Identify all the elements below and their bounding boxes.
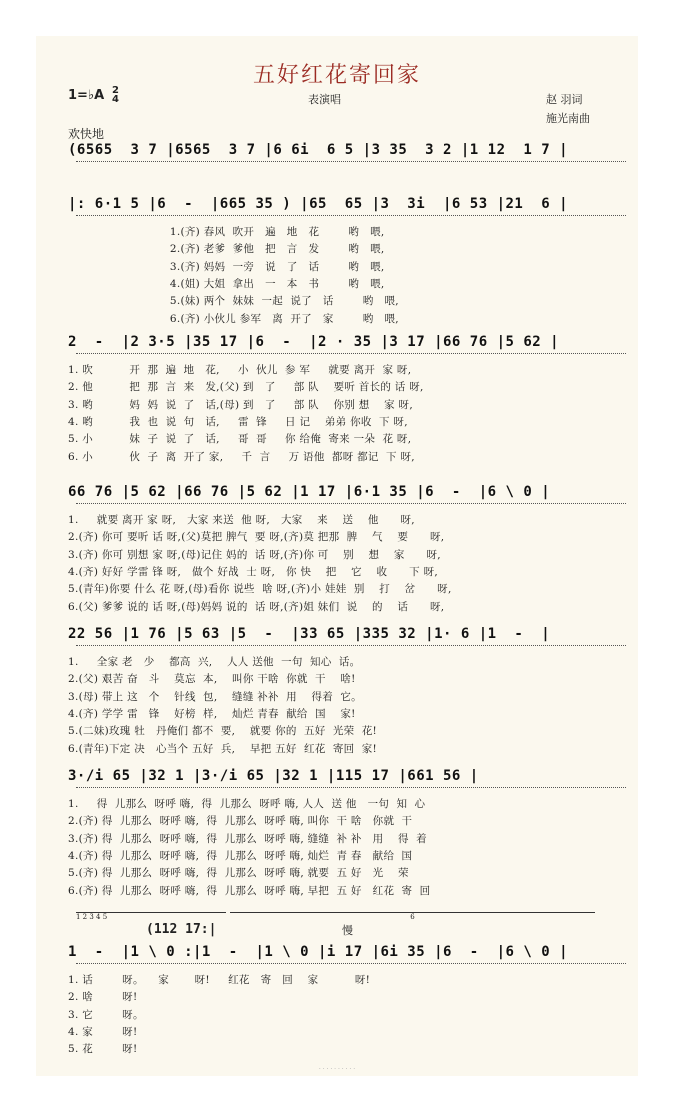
- lyric-line: 5. 小 妹 子 说 了 话, 哥 哥 你 给俺 寄来 一朵 花 呀,: [68, 433, 412, 446]
- beam-line: [76, 963, 626, 964]
- notation-row: 1 - |1 \ 0 :|1 - |1 \ 0 |i 17 |6i 35 |6 - |6 \ 0 |: [68, 944, 569, 960]
- key-signature: 1=♭A: [68, 88, 105, 103]
- lyric-line: 4.(齐) 好好 学雷 锋 呀, 做个 好战 士 呀, 你 快 把 它 收 下 呀,: [68, 565, 439, 578]
- lyric-line: 2. 他 把 那 言 来 发,(父) 到 了 部 队 要听 首长的 话 呀,: [68, 381, 424, 394]
- time-signature: [112, 86, 119, 104]
- lyric-line: 5.(二妹)玫瑰 牡 丹俺们 都不 要, 就要 你的 五好 光荣 花!: [68, 725, 378, 738]
- song-title: 五好红花寄回家: [252, 63, 421, 88]
- beam-line: [76, 645, 626, 646]
- lyric-line: 4.(齐) 学学 雷 锋 好榜 样, 灿烂 青春 献给 国 家!: [68, 707, 356, 720]
- lyric-line: 2.(齐) 老爹 爹他 把 言 发 哟 喂,: [68, 243, 385, 256]
- lyric-line: 3.(母) 带上 这 个 针线 包, 缝缝 补补 用 得着 它。: [68, 690, 362, 703]
- beam-line: [76, 161, 626, 162]
- lyric-line: 3. 它 呀。: [68, 1008, 144, 1021]
- lyric-line: 2.(齐) 你可 要听 话 呀,(父)莫把 脾气 要 呀,(齐)莫 把那 脾 气 要 呀,: [68, 531, 445, 544]
- lyric-line: 2. 啥 呀!: [68, 991, 138, 1004]
- notation-row: 2 - |2 3·5 |35 17 |6 - |2 · 35 |3 17 |66 76 |5 62 |: [68, 334, 560, 350]
- lyric-line: 1. 就要 离开 家 呀, 大家 来送 他 呀, 大家 来 送 他 呀,: [68, 514, 415, 526]
- lyric-line: 1. 得 儿那么 呀呼 嗨, 得 儿那么 呀呼 嗨, 人人 送 他 一句 知 心: [68, 798, 426, 810]
- notation-row: (6565 3 7 |6565 3 7 |6 6i 6 5 |3 35 3 2 |1 12 1 7 |: [68, 142, 569, 158]
- performance-style: 表演唱: [308, 93, 341, 106]
- lyric-line: 6.(父) 爹爹 说的 话 呀,(母)妈妈 说的 话 呀,(齐)姐 妹们 说 的 话 呀,: [68, 600, 445, 613]
- lyric-line: 4.(齐) 得 儿那么 呀呼 嗨, 得 儿那么 呀呼 嗨, 灿烂 青 春 献给 国: [68, 849, 413, 862]
- lyric-line: 3.(齐) 妈妈 一旁 说 了 话 哟 喂,: [68, 260, 385, 273]
- lyric-line: 6.(齐) 得 儿那么 呀呼 嗨, 得 儿那么 呀呼 嗨, 早把 五 好 红花 寄 回: [68, 884, 431, 897]
- lyric-line: 6. 小 伙 子 离 开了 家, 千 言 万 语他 都呀 都记 下 呀,: [68, 450, 415, 463]
- lyric-line: 3.(齐) 你可 别想 家 呀,(母)记住 妈的 话 呀,(齐)你 可 别 想 家 呀,: [68, 548, 441, 561]
- tempo-marking: 欢快地: [68, 127, 105, 141]
- composer-credit: 施光南曲: [546, 112, 590, 125]
- beam-line: [76, 503, 626, 504]
- lyric-line: 4.(姐) 大姐 拿出 一 本 书 哟 喂,: [68, 277, 385, 290]
- meter-bottom: 4: [112, 94, 119, 105]
- lyric-line: 3. 哟 妈 妈 说 了 话,(母) 到 了 部 队 你别 想 家 呀,: [68, 398, 413, 411]
- volta-first-ending: 1 2 3 4 5: [76, 912, 226, 921]
- footer-mark: · · · · · · · · · ·: [318, 1066, 356, 1073]
- lyric-line: 1. 话 呀。 家 呀! 红花 寄 回 家 呀!: [68, 974, 371, 986]
- lyric-line: 5.(青年)你要 什么 花 呀,(母)看你 说些 啥 呀,(齐)小 娃娃 别 打 岔 呀,: [68, 583, 452, 596]
- meter-top: 2: [112, 85, 119, 96]
- pickup-measure: (112 17:|: [146, 922, 217, 937]
- lyric-line: 2.(父) 艰苦 奋 斗 莫忘 本, 叫你 干啥 你就 干 啥!: [68, 673, 356, 686]
- beam-line: [76, 215, 626, 216]
- lyricist-credit: 赵 羽词: [546, 93, 583, 106]
- lyric-line: 1. 全家 老 少 都高 兴, 人人 送他 一句 知心 话。: [68, 656, 361, 668]
- lyric-line: 3.(齐) 得 儿那么 呀呼 嗨, 得 儿那么 呀呼 嗨, 缝缝 补 补 用 得 着: [68, 832, 427, 845]
- lyric-line: 4. 家 呀!: [68, 1025, 138, 1038]
- lyric-line: 5.(齐) 得 儿那么 呀呼 嗨, 得 儿那么 呀呼 嗨, 就要 五 好 光 荣: [68, 867, 409, 880]
- lyric-line: 4. 哟 我 也 说 句 话, 雷 锋 日 记 弟弟 你收 下 呀,: [68, 415, 408, 428]
- lyric-line: 1. 吹 开 那 遍 地 花, 小 伙儿 参 军 就要 离开 家 呀,: [68, 364, 412, 376]
- sheet-music-page: [36, 36, 638, 1076]
- beam-line: [76, 787, 626, 788]
- beam-line: [76, 353, 626, 354]
- notation-row: |: 6·1 5 |6 - |665 35 ) |65 65 |3 3i |6 53 |21 6 |: [68, 196, 569, 212]
- notation-row: 22 56 |1 76 |5 63 |5 - |33 65 |335 32 |1· 6 |1 - |: [68, 626, 551, 642]
- notation-row: 3·/i 65 |32 1 |3·/i 65 |32 1 |115 17 |661 56 |: [68, 768, 479, 784]
- lyric-line: 5. 花 呀!: [68, 1043, 138, 1056]
- lyric-line: 1.(齐) 春风 吹开 遍 地 花 哟 喂,: [68, 226, 385, 238]
- volta-second-ending: 6: [230, 912, 595, 921]
- tempo-slow-mark: 慢: [342, 924, 353, 937]
- lyric-line: 6.(齐) 小伙儿 参军 离 开了 家 哟 喂,: [68, 312, 399, 325]
- notation-row: 66 76 |5 62 |66 76 |5 62 |1 17 |6·1 35 |6 - |6 \ 0 |: [68, 484, 551, 500]
- lyric-line: 5.(妹) 两个 妹妹 一起 说了 话 哟 喂,: [68, 295, 399, 308]
- lyric-line: 2.(齐) 得 儿那么 呀呼 嗨, 得 儿那么 呀呼 嗨, 叫你 干 啥 你就 干: [68, 815, 413, 828]
- lyric-line: 6.(青年)下定 决 心当个 五好 兵, 早把 五好 红花 寄回 家!: [68, 742, 378, 755]
